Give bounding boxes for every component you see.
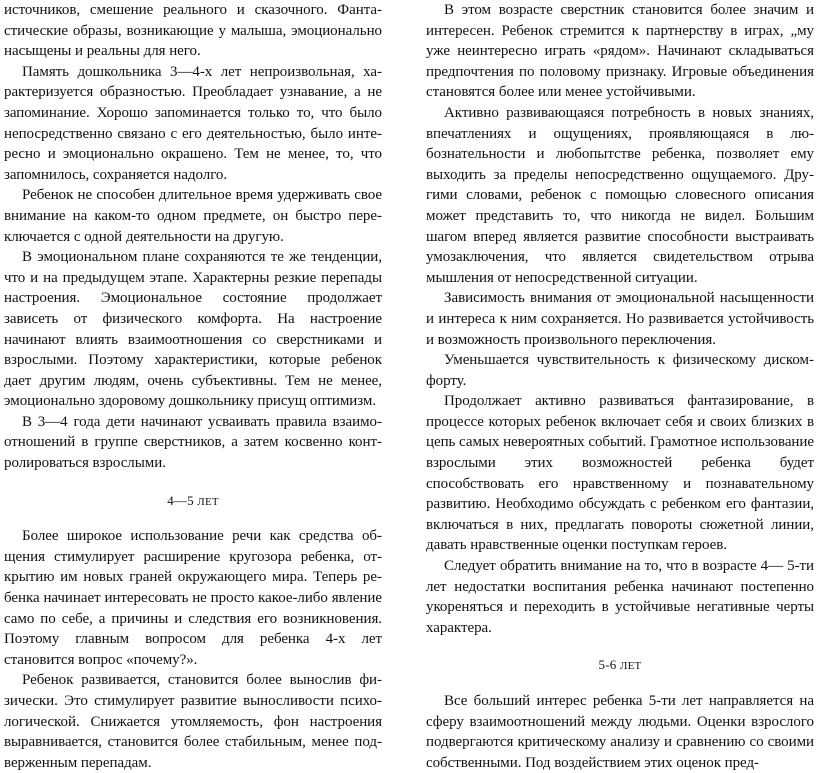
paragraph: Уменьшается чувствительность к физическому дискомфорту.	[426, 352, 814, 389]
paragraph: Продолжает активно развиваться фантазирование, в процессе которых ребенок включает себя и своих близких в цепь самых невероятных событий. Грамотное использование взрослыми этих возможностей ребенка будет способствовать его нравственному и познавательному развитию. Необходимо обсуждать с ребенком его фантазии, включаться в них, предлагать повороты сюжетной линии, давать нравственные оценки поступкам героев.	[426, 393, 814, 554]
paragraph: В этом возрасте сверстник становится более значим и интересен. Ребенок стремится к партнерству в играх, „му уже неинтересно играть «рядом». Начинают складываться предпочтения по половому признаку. Игровые объединения становятся более или менее устойчивыми.	[426, 2, 814, 101]
paragraph: Зависимость внимания от эмоциональной насыщенности и интереса к ним сохраняется. Но развивается устойчивость и возможность произвольного переключения.	[426, 290, 814, 348]
paragraph: Все больший интерес ребенка 5-ти лет направляется на сферу взаимоотношений между людьми. Оценки взрослого подвергаются критическому анализу и сравнению со своими собственными. Под воздействием этих оценок пред-	[426, 693, 814, 771]
paragraph: Ребенок развивается, становится более вынослив физически. Это стимулирует развитие выносливости психологической. Снижается утомляемость, фон настроения выравнивается, становится более стабильным, менее подверженным перепадам.	[4, 672, 382, 771]
paragraph: В 3—4 года дети начинают усваивать правила взаимоотношений в группе сверстников, а затем косвенно контролироваться взрослыми.	[4, 413, 382, 472]
paragraph: Память дошкольника 3—4-х лет непроизвольная, характеризуется образностью. Преобладает узнавание, а не запоминание. Хорошо запоминается только то, что было непосредственно связано с его деятельностью, было интересно и эмоционально окрашено. Тем не менее, то, что запомнилось, сохраняется надолго.	[4, 63, 382, 183]
paragraph: источников, смешение реального и сказочного. Фантастические образы, возникающие у малыша, эмоционально насыщены и реальны для него.	[4, 2, 382, 60]
paragraph: Активно развивающаяся потребность в новых знаниях, впечатлениях и ощущениях, проявляющаяся в любознательности и любопытстве ребенка, позволяет ему выходить за пределы непосредственно ощущаемого. Другими словами, ребенок с помощью словесного описания может представить то, что никогда не видел. Большим шагом вперед является развитие способности выстраивать умозаключения, что является свидетельством отрыва мышления от непосредственной ситуации.	[426, 104, 814, 286]
paragraph: Следует обратить внимание на то, что в возрасте 4— 5-ти лет недостатки воспитания ребенка начинают постепенно укореняться и переходить в устойчивые негативные черты характера.	[426, 558, 814, 636]
right-column	[426, 0, 814, 773]
paragraph: Более широкое использование речи как средства общения стимулирует расширение кругозора ребенка, открытию им новых граней окружающего мира. Теперь ребенка начинает интересовать не просто какое-либо явление само по себе, а причины и следствия его возникновения. Поэтому главным вопросом для ребенка 4-х лет становится вопрос «почему?».	[4, 528, 382, 668]
heading-number: 5-6	[598, 657, 617, 673]
section-heading-5-6	[426, 655, 814, 677]
left-column	[4, 0, 382, 773]
paragraph: В эмоциональном плане сохраняются те же тенденции, что и на предыдущем этапе. Характерны резкие перепады настроения. Эмоциональное состояние продолжает зависеть от физического комфорта. На настроение начинают влиять взаимоотношения со сверстниками и взрослыми. Поэтому характеристики, которые ребенок дает другим людям, очень субъективны. Тем не менее, эмоционально здоровому дошкольнику присущ оптимизм.	[4, 249, 382, 410]
heading-word: ЛЕТ	[619, 660, 642, 673]
paragraph: Ребенок не способен длительное время удерживать свое внимание на каком-то одном предмете, он быстро переключается с одной деятельности на другую.	[4, 187, 382, 245]
heading-word: ЛЕТ	[197, 495, 219, 508]
section-heading-4-5	[4, 491, 382, 513]
heading-number: 4—5	[167, 492, 194, 508]
